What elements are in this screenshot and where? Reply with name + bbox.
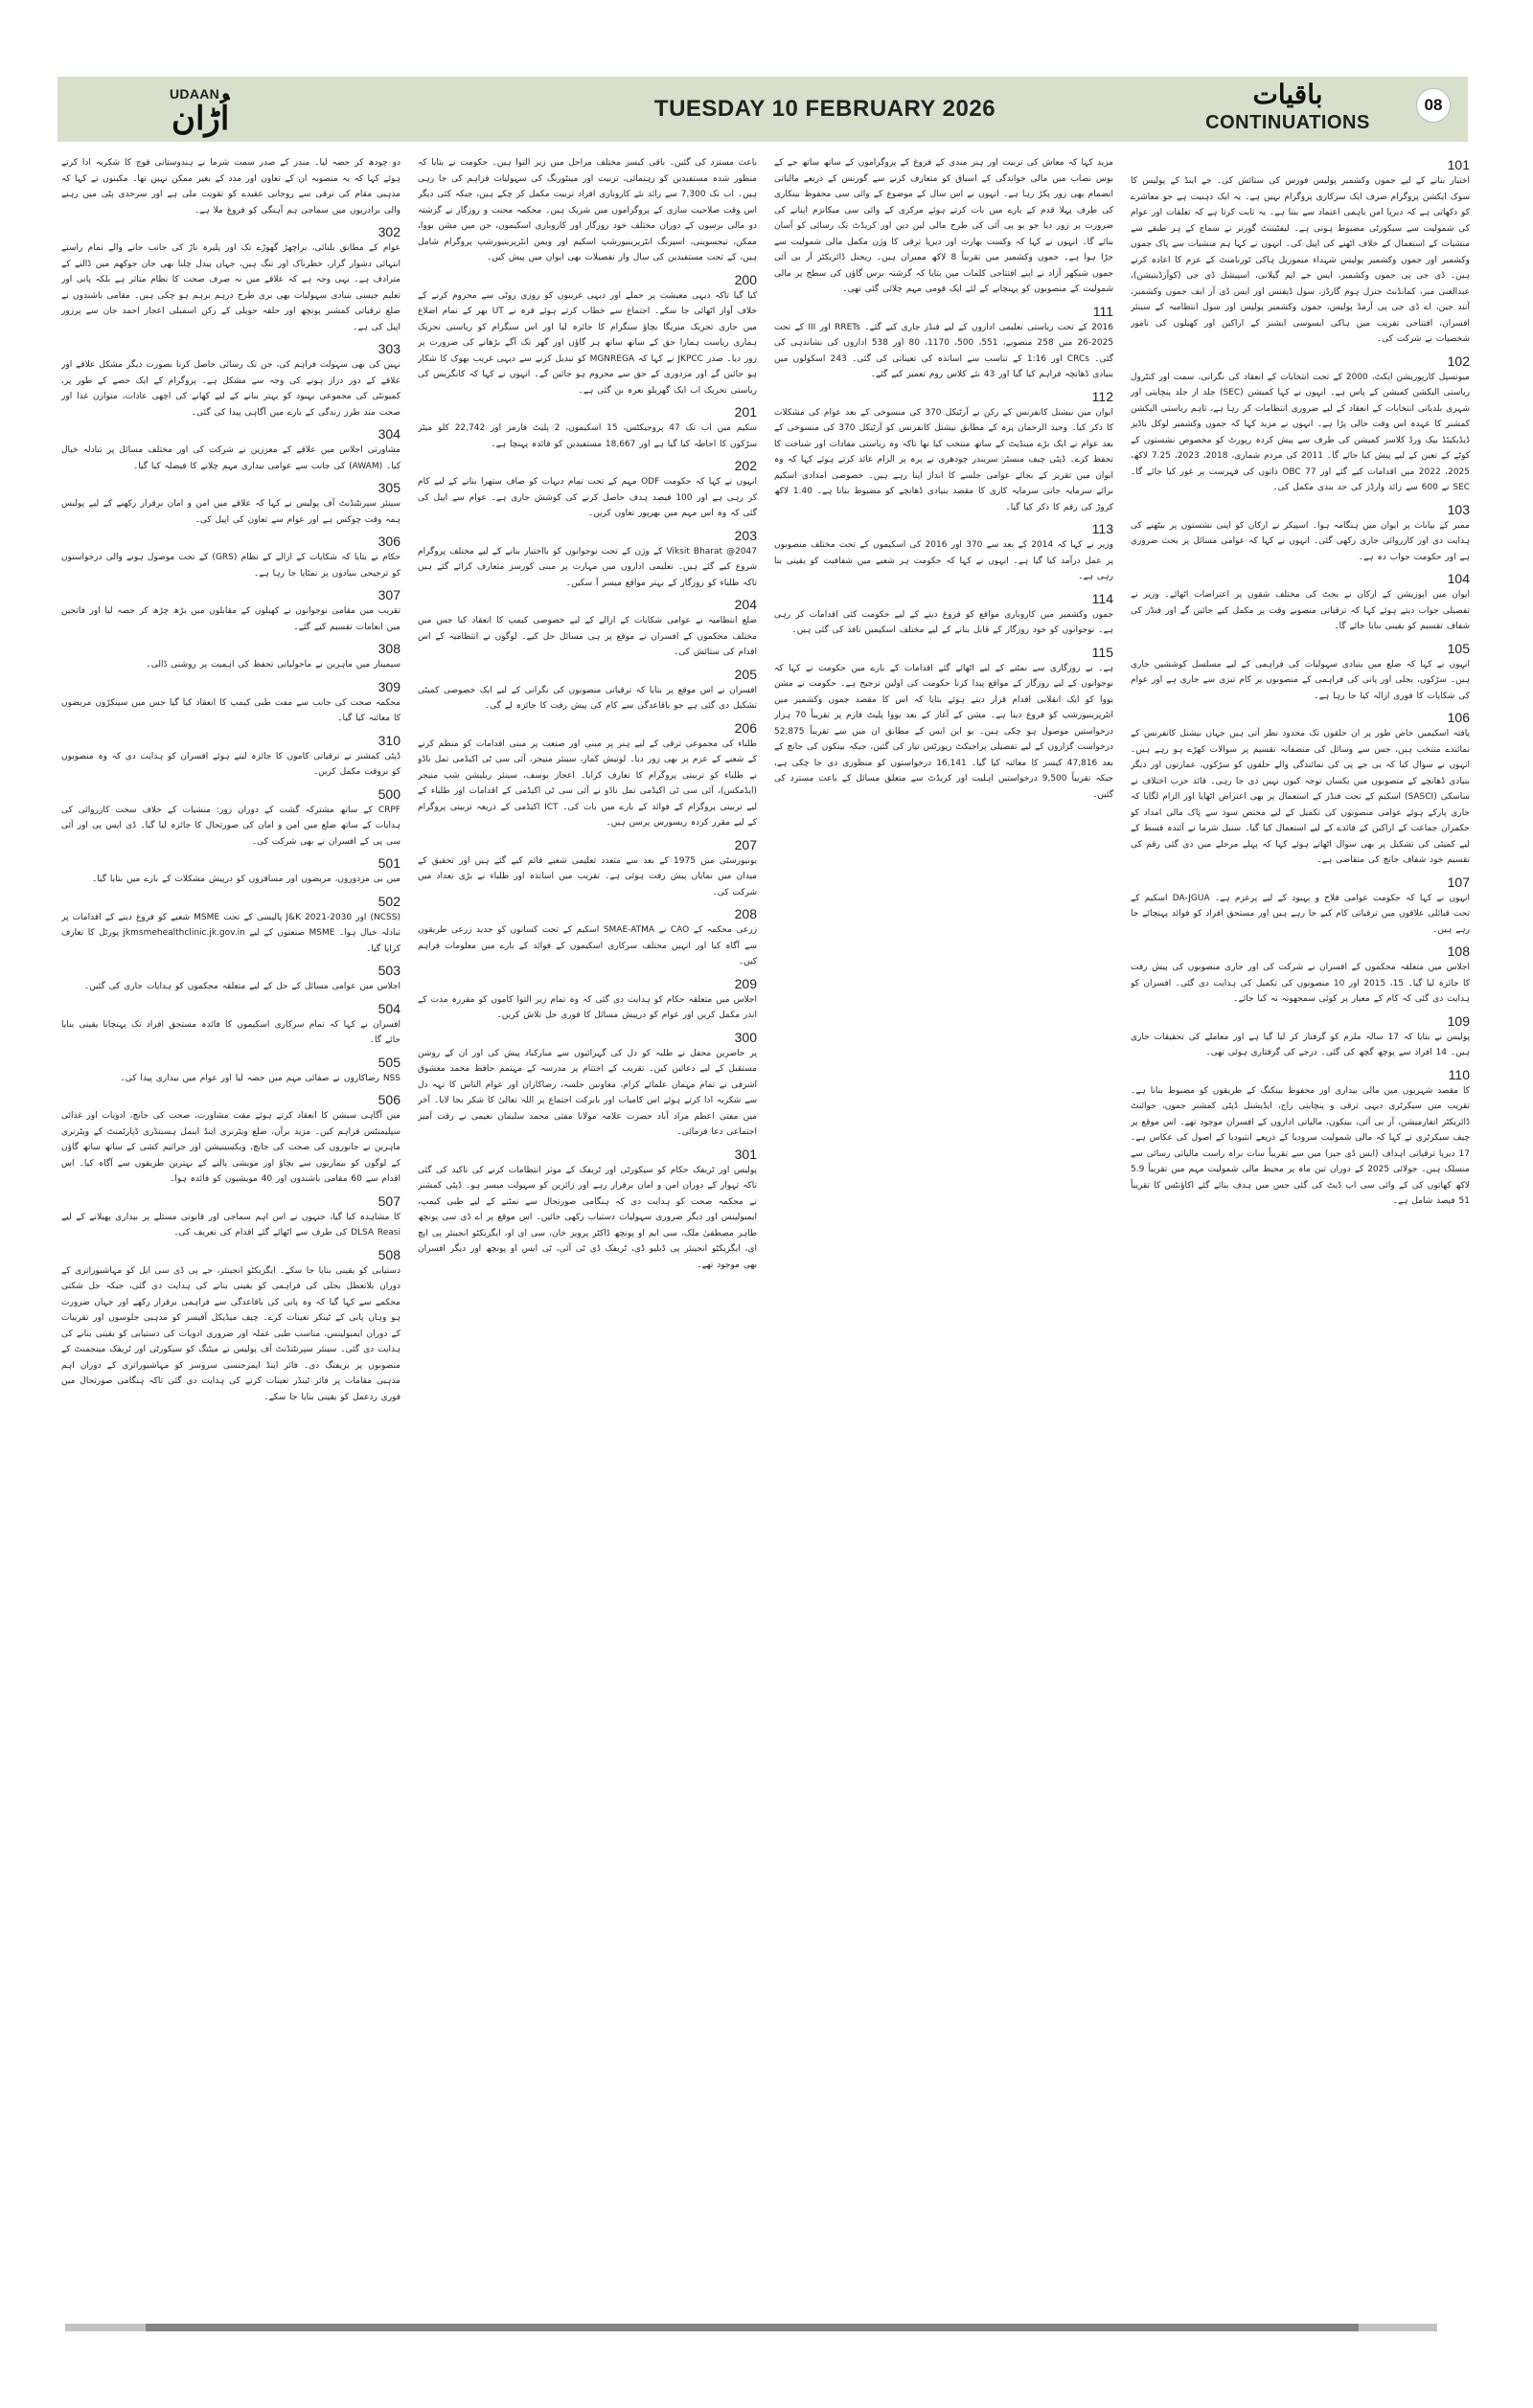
section-number: 205 xyxy=(734,666,757,682)
section-number: 305 xyxy=(378,480,400,495)
brand-name-english: UDAAN xyxy=(170,86,220,102)
footer-rule-inner xyxy=(146,2324,1359,2331)
continuation-section xyxy=(1131,875,1470,939)
section-number: 506 xyxy=(378,1092,400,1107)
continuation-section xyxy=(1131,157,1470,348)
section-body: ایوان میں اپوزیشن کے ارکان نے بجٹ کی مختلف شقوں پر اعتراضات اٹھائے۔ وزیر نے تفصیلی جواب دیتے ہوئے کہا کہ ترقیاتی منصوبے وقت پر مکمل کیے جائیں گے اور فنڈز کی شفاف تقسیم کو یقینی بنایا جائے گا۔ xyxy=(1131,590,1470,631)
section-title-urdu: باقیات xyxy=(1252,79,1323,110)
section-number: 302 xyxy=(378,224,400,239)
continuation-section xyxy=(61,587,400,635)
continuation-section xyxy=(61,679,400,727)
continuation-section xyxy=(774,591,1113,639)
section-number: 201 xyxy=(734,404,757,420)
section-title-english: CONTINUATIONS xyxy=(1205,112,1370,133)
continuation-section xyxy=(418,528,757,592)
section-body: پولیس اور ٹریفک حکام کو سیکورٹی اور ٹریفک کے موثر انتظامات کرنے کی تاکید کی گئی تاکہ تہوار کے دوران امن و امان برقرار رہے اور زائرین کو سہولت میسر ہو۔ ڈپٹی کمشنر نے محکمہ صحت کو ہدایت دی کہ ہنگامی صورتحال سے نمٹنے کے لیے طبی کیمپ، ایمبولینس اور دیگر ضروری سہولیات دستیاب رکھی جائیں۔ اس موقع پر اے ڈی سی پونچھ طاہر مصطفیٰ ملک، سی ایم او پونچھ ڈاکٹر پرویز خان، سی ای او، ایگزیکٹو انجینئر پی ایچ ای، ایگزیکٹو انجینئر پی ڈبلیو ڈی، ٹریفک ڈی ٹی آئی، ٹی ایس او پونچھ اور دیگر افسران بھی موجود تھے۔ xyxy=(418,1165,757,1270)
continuation-section xyxy=(61,1193,400,1241)
continuation-section xyxy=(1131,571,1470,635)
section-number: 505 xyxy=(378,1054,400,1070)
brand-name-urdu: اُڑان xyxy=(172,100,230,138)
page-number-badge: 08 xyxy=(1416,88,1451,123)
section-body: اجلاس میں متعلقہ حکام کو ہدایت دی گئی کہ وہ تمام زیر التوا کاموں کو مقررہ مدت کے اندر مکمل کریں اور عوام کو درپیش مسائل کا فوری حل تلاش کریں۔ xyxy=(418,994,757,1020)
section-body: ڈپٹی کمشنر نے ترقیاتی کاموں کا جائزہ لیتے ہوئے افسران کو ہدایت دی کہ وہ منصوبوں کو بروقت مکمل کریں۔ xyxy=(61,751,400,777)
section-body: ممبر کے بیانات پر ایوان میں ہنگامہ ہوا۔ اسپیکر نے ارکان کو اپنی نشستوں پر بیٹھنے کی ہدایت دی اور کارروائی جاری رکھی گئی۔ انہوں نے کہا کہ عوامی مسائل پر بحث ضروری ہے اور حکومت جواب دہ ہے۔ xyxy=(1131,520,1470,562)
continuation-section xyxy=(61,155,400,218)
continuation-section xyxy=(1131,1013,1470,1061)
continuation-section xyxy=(1131,710,1470,869)
section-number: 206 xyxy=(734,719,757,736)
section-body: ضلع انتظامیہ نے عوامی شکایات کے ازالے کے لیے خصوصی کیمپ کا انعقاد کیا جس میں مختلف محکموں کے افسران نے موقع پر ہی مسائل حل کیے۔ لوگوں نے انتظامیہ کے اس اقدام کی ستائش کی۔ xyxy=(418,616,757,657)
continuation-section xyxy=(1131,353,1470,496)
continuation-section xyxy=(774,155,1113,298)
section-number: 101 xyxy=(1447,157,1470,172)
column-1 xyxy=(1131,155,1470,2301)
continuation-section xyxy=(61,1055,400,1087)
section-body: محکمہ صحت کی جانب سے مفت طبی کیمپ کا انعقاد کیا گیا جس میں سینکڑوں مریضوں کا معائنہ کیا گیا۔ xyxy=(61,697,400,723)
section-number: 204 xyxy=(734,597,757,612)
continuation-section xyxy=(1131,502,1470,566)
continuation-section xyxy=(61,963,400,995)
continuation-section xyxy=(418,272,757,399)
section-body: سینئر سپرنٹنڈنٹ آف پولیس نے کہا کہ علاقے میں امن و امان برقرار رکھنے کے لیے پولیس ہمہ وقت چوکس ہے اور عوام سے تعاون کی اپیل کی۔ xyxy=(61,499,400,525)
section-number: 503 xyxy=(378,963,400,978)
section-number: 109 xyxy=(1447,1012,1470,1029)
section-body: مزید کہا کہ معاش کی تربیت اور ہنر مندی کے فروغ کے پروگراموں کے ساتھ ساتھ جے کے بوس نصاب میں مالی خواندگی کے اسباق کو متعارف کرنے سے گورنس کے ذریعے مالیاتی انضمام بھی زور پکڑ رہا ہے۔ انہوں نے اس سال کے موضوع کے وائی سی محفوظ بینکاری کی طرف پہلا قدم کے بارے میں بات کرتے ہوئے مرکزی کے وائی سی میکانزم اپنانے کی ضرورت پر زور دیا جو یو پی آئی کی طرح مالی لین دین اور کریڈٹ تک رسائی کو آسان بنائے گا۔ انہوں نے کہا کہ وکست بھارت اور دیرپا ترقی کا وژن مکمل مالی شمولیت سے جڑا ہوا ہے۔ جموں وکشمیر میں تقریباً 8 لاکھ ممبران ہیں۔ ریجنل ڈائریکٹر آر بی آئی جموں شیکھر آزاد نے اپنے افتتاحی کلمات میں بتایا کہ گزشتہ برس گاؤں کی سطح پر مالی شمولیت کے منصوبوں کو پہنچانے کے لئے ایک قومی مہم چلائی گئی تھی۔ xyxy=(774,158,1113,294)
section-number: 200 xyxy=(734,271,757,287)
section-number: 202 xyxy=(734,458,757,473)
section-body: ایوان میں نیشنل کانفرنس کے رکن نے آرٹیکل 370 کی منسوخی کے بعد عوام کی مشکلات کا ذکر کیا۔ وحید الرحمان پرہ کے مطابق نیشنل کانفرنس کو آرٹیکل 370 کی منسوخی کے بعد عوام نے ایک بڑے مینڈیٹ کے ساتھ منتخب کیا تھا تاکہ وہ ریاستی مفادات اور شناخت کا تحفظ کرے۔ ڈپٹی چیف منسٹر سریندر چودھری نے پرہ پر الزام عائد کرتے ہوئے کہا کہ وہ ایوان میں تقریر کے بجائے عوامی جلسے کا انداز اپنا رہے ہیں۔ خصوصی امدادی اسکیم برائے سرمایہ جاتی سرمایہ کاری کا مقصد بنیادی ڈھانچے کو مضبوط بنانا ہے۔ 1.40 لاکھ کروڑ کی رقم کا ذکر کیا گیا۔ xyxy=(774,407,1113,512)
section-number: 209 xyxy=(734,975,757,991)
continuation-section xyxy=(61,733,400,781)
section-number: 107 xyxy=(1447,874,1470,890)
section-number: 306 xyxy=(378,534,400,549)
continuation-section xyxy=(1131,1067,1470,1210)
section-number: 507 xyxy=(378,1193,400,1209)
section-number: 504 xyxy=(378,1000,400,1016)
section-number: 108 xyxy=(1447,943,1470,959)
continuation-section xyxy=(61,786,400,851)
article-columns xyxy=(61,155,1470,2301)
section-body: انہوں نے کہا کہ حکومت ODF مہم کے تحت تمام دیہات کو صاف ستھرا بنانے کے لیے کام کر رہی ہے اور 100 فیصد ہدف حاصل کرنے کی کوشش جاری ہے۔ عوام سے اپیل کی گئی کہ وہ اس مہم میں بھرپور تعاون کریں۔ xyxy=(418,477,757,518)
section-body: کا مقصد شہریوں میں مالی بیداری اور محفوظ بینکنگ کے طریقوں کو مضبوط بنانا ہے۔ تقریب میں سیکرٹری دیہی ترقی و پنچایتی راج، ایڈیشنل ڈپٹی کمشنر جموں، جوائنٹ ڈائریکٹر انفارمیشن، آر بی آئی، بینکوں، مالیاتی اداروں کے افسران موجود تھے۔ اس موقع پر چیف سیکرٹری نے کہا کہ مالی شمولیت سرودیا کے ذریعے انتیودیا کے اصول کی عکاس ہے۔ 17 دیرپا ترقیاتی اہداف (ایس ڈی جیز) میں سے تقریباً سات براہ راست مالیاتی رسائی سے منسلک ہیں۔ جولائی 2025 کے دوران تین ماہ پر محیط مالی شمولیت مہم میں تقریباً 5.9 لاکھ کھاتوں کی کے وائی سی اپ ڈیٹ کی گئی جس میں ہدف بنائے گئے اکاؤنٹس کا تقریباً 51 فیصد شامل ہے۔ xyxy=(1131,1085,1470,1206)
continuation-section xyxy=(61,480,400,528)
continuation-section xyxy=(418,976,757,1024)
section-body: افسران نے کہا کہ تمام سرکاری اسکیموں کا فائدہ مستحق افراد تک پہنچانا یقینی بنایا جائے گا۔ xyxy=(61,1019,400,1045)
section-body: یافتہ اسکیمیں خاص طور پر ان حلقوں تک محدود نظر آتی ہیں جہاں نیشنل کانفرنس کے نمائندے منتخب ہیں، جس سے وسائل کی منصفانہ تقسیم پر سوالات کھڑے ہو رہے ہیں۔ انہوں نے سوال کیا کہ بی جے پی کی نمائندگی والے حلقوں کو سڑکوں، عمارتوں اور دیگر بنیادی ڈھانچے کے منصوبوں میں یکساں توجہ کیوں نہیں دی جا رہی۔ قائد حزب اختلاف نے ساسکی (SASCI) اسکیم کے تحت فنڈز کے استعمال پر بھی اعتراض اٹھایا اور الزام لگایا کہ جاری پارکے ہوئے عوامی منصوبوں کی تکمیل کے لیے مختص سود سے پاک مالی امداد کو حکمران جماعت کے اراکین کے فائدے کے لیے استعمال کیا گیا۔ سنیل شرما نے آئندہ قسط کے لیے کمیٹی کی تشکیل پر بھی سوال اٹھاتے ہوئے کہا کہ پہلے مرحلے میں دی گئی رقم کی تقسیم خود شفاف جانچ کی متقاضی ہے۔ xyxy=(1131,729,1470,865)
section-body: سکیم میں اب تک 47 پروجیکٹس، 15 اسکیموں، 2 پلیٹ فارمز اور 22,742 کلو میٹر سڑکوں کا احاطہ کیا گیا ہے اور 18,667 مستفیدین کو فائدہ پہنچا ہے۔ xyxy=(418,423,757,449)
section-body: وزیر نے کہا کہ 2014 کے بعد سے 370 اور 2016 کی اسکیموں کے تحت مختلف منصوبوں پر عمل درآمد کیا گیا ہے۔ انہوں نے کہا کہ حکومت ہر شعبے میں شفافیت کو یقینی بنا رہی ہے۔ xyxy=(774,540,1113,581)
section-body: NSS رضاکاروں نے صفائی مہم میں حصہ لیا اور عوام میں بیداری پیدا کی۔ xyxy=(120,1073,400,1083)
section-body: عوام کے مطابق بلنائی، براچھڑ گھوڑے تک اور پلیرہ ناڑ کی جانب جانے والے تمام راستے انتہائی دشوار گزار، خطرناک اور تنگ ہیں، جہاں پیدل چلنا بھی جان جوکھم میں ڈالنے کے مترادف ہے۔ یہی وجہ ہے کہ علاقے میں نہ صرف صحت کا نظام متاثر ہے بلکہ پانی اور تعلیم جیسی بنیادی سہولیات بھی بری طرح درہم برہم ہو چکی ہیں۔ مقامی باشندوں نے ضلع ترقیاتی کمشنر پونچھ اور حلقہ حویلی کے رکن اسمبلی اعجاز احمد جان سے پرزور اپیل کی ہے۔ xyxy=(61,243,400,332)
section-body: باعث مسترد کی گئیں۔ باقی کیسز مختلف مراحل میں زیر التوا ہیں۔ حکومت نے بتایا کہ منظور شدہ مستفیدین کو رہنمائی، تربیت اور مینٹورنگ کی سہولیات فراہم کی جا رہی ہیں۔ اب تک 7,300 سے زائد نئے کاروباری افراد تربیت مکمل کر چکے ہیں، جبکہ کئی دیگر اس وقت صلاحیت سازی کے پروگراموں میں شریک ہیں۔ محکمہ محنت و روزگار نے گزشتہ دو مالی برسوں کے دوران مختلف خود روزگار اور کاروباری اسکیموں، جن میں مشن یووا، ممکن، تیجسوینی، اسپرنگ انٹرپرینیورشپ اسکیم اور ویمن انٹرپرینیورشپ پروگرام شامل ہیں، کے تحت مستفیدین کی سال وار تفصیلات بھی ایوان میں پیش کیں۔ xyxy=(418,158,757,262)
section-number: 110 xyxy=(1448,1066,1470,1082)
continuation-section xyxy=(418,404,757,452)
section-number: 301 xyxy=(734,1146,757,1162)
continuation-section xyxy=(418,837,757,901)
section-body: (NCSS) اور J&K 2021-2030 پالیسی کے تحت MSME شعبے کو فروغ دینے کے اقدامات پر تبادلہ خیال ہوا۔ MSME صنعتوں کے لیے jkmsmehealthclinic.jk.gov.in پورٹل کا تعارف کرایا گیا۔ xyxy=(61,912,400,954)
continuation-section xyxy=(418,906,757,970)
continuation-section xyxy=(418,597,757,661)
column-4 xyxy=(61,155,400,2301)
issue-date: TUESDAY 10 FEBRUARY 2026 xyxy=(653,96,996,122)
continuation-section xyxy=(61,1001,400,1049)
section-body: انہوں نے کہا کہ حکومت عوامی فلاح و بہبود کے لیے پرعزم ہے۔ DA-JGUA اسکیم کے تحت قبائلی علاقوں میں ترقیاتی کام کیے جا رہے ہیں اور مستحق افراد کو فوائد پہنچائے جا رہے ہیں۔ xyxy=(1131,893,1470,935)
section-number: 304 xyxy=(378,426,400,442)
continuation-section xyxy=(418,1147,757,1274)
continuation-section xyxy=(61,894,400,958)
section-number: 308 xyxy=(378,641,400,656)
section-number: 500 xyxy=(378,785,400,802)
section-number: 310 xyxy=(378,732,400,748)
section-number: 309 xyxy=(378,678,400,694)
column-2 xyxy=(774,155,1113,2301)
section-number: 112 xyxy=(1091,388,1113,404)
section-number: 208 xyxy=(734,906,757,921)
continuation-section xyxy=(1131,641,1470,705)
section-number: 102 xyxy=(1447,352,1470,369)
section-body: یونیورسٹی میں 1975 کے بعد سے متعدد تعلیمی شعبے قائم کیے گئے ہیں اور تحقیق کے میدان میں نمایاں پیش رفت ہوئی ہے۔ تقریب میں اساتذہ اور طلباء نے بڑی تعداد میں شرکت کی۔ xyxy=(418,855,757,897)
section-body: میونسپل کارپوریشن ایکٹ، 2000 کے تحت انتخابات کے انعقاد کی نگرانی، سمت اور کنٹرول ریاستی الیکشن کمیشن کے پاس ہے۔ انہوں نے کہا کمیشن (SEC) جلد از جلد پنچایتی اور شہری بلدیاتی انتخابات کے انعقاد کے لیے ضروری انتظامات کر رہا ہے، تاہم ریاستی الیکشن کمشنر کا عہدہ اس وقت خالی پڑا ہے۔ انہوں نے مزید کہا کہ جموں وکشمیر لوکل باڈیز ڈیڈیکیٹڈ بیک ورڈ کلاسز کمیشن کی طرف سے پیش کردہ رپورٹ کو مخصوص نشستوں کے کوٹے کے تعین کے لیے پیش کیا جائے گا۔ 2011 کی مردم شماری، 2018، 2023، 7.25 لاکھ، 2025، 2022 میں اقدامات کیے گئے اور 77 OBC ذاتوں کی فہرست پر غور کیا جائے گا۔ SEC نے 600 سے زائد وارڈز کی حد بندی مکمل کی۔ xyxy=(1131,372,1470,492)
section-body: طلباء کی مجموعی ترقی کے لیے ہنر پر مبنی اور صنعت پر مبنی اقدامات کو منظم کرنے کے شعبے کے عزم پر بھی زور دیا۔ لوتیش کمار، سینئر منیجر، آئی سی ٹی اکیڈمی تمل ناڈو نے طلباء کو تربیتی پروگرام کا تعارف کرایا۔ اعجاز یوسف، سینئر ریلیشن شپ منیجر (ایڈمکس)، آئی سی ٹی اکیڈمی تمل ناڈو نے آئی سی ٹی اکیڈمی کے اقدامات اور طلباء کے لیے تربیتی پروگرام کے فوائد کے بارے میں بات کی۔ ICT اکیڈمی کے ذریعہ تربیتی پروگرام کے لیے مقرر کردہ ریسورس پرسن ہیں۔ xyxy=(418,738,757,828)
continuation-section xyxy=(418,667,757,715)
section-number: 303 xyxy=(378,341,400,356)
continuation-section xyxy=(61,426,400,474)
section-body: دستیابی کو یقینی بنایا جا سکے۔ ایگزیکٹو انجینئر، جے پی ڈی سی ایل کو مہاشیوراتری کے دوران بلاتعطل بجلی کی فراہمی کو یقینی بنانے کی ہدایت دی گئی، جبکہ جل شکتی محکمے سے کہا گیا کہ وہ پانی کی باقاعدگی سے فراہمی برقرار رکھے اور جہاں ضرورت ہو وہاں پانی کے ٹینکر تعینات کرے۔ چیف میڈیکل آفیسر کو مذہبی جلوسوں اور تقریبات کے دوران ایمبولینس، مناسب طبی عملہ اور ضروری ادویات کی دستیابی کو یقینی بنانے کی ہدایت دی گئی۔ سینئر سپرنٹنڈنٹ آف پولیس نے میٹنگ کو سیکورٹی اور ٹریفک مینجمنٹ کے منصوبوں پر بریفنگ دی۔ فائر اینڈ ایمرجنسی سروسز کو مہاشیوراتری کے دوران اہم مذہبی مقامات پر فائر ٹینڈر تعینات کرنے کی ہدایت دی گئی تاکہ ہنگامی صورتحال میں فوری ردعمل کو یقینی بنایا جا سکے۔ xyxy=(61,1265,400,1402)
continuation-section xyxy=(774,645,1113,804)
section-number: 103 xyxy=(1447,501,1470,517)
section-body: پولیس نے بتایا کہ 17 سالہ ملزم کو گرفتار کر لیا گیا ہے اور معاملے کی تحقیقات جاری ہیں۔ 14 افراد سے پوچھ گچھ کی گئی۔ درجے کی گرفتاری ہوئی تھی۔ xyxy=(1131,1032,1470,1057)
continuation-section xyxy=(61,341,400,420)
continuation-section xyxy=(61,534,400,581)
section-body: نہیں کی بھی سہولت فراہم کی، جن تک رسائی حاصل کرنا بصورت دیگر مشکل علاقے اور علاقے کے دور دراز ہونے کی وجہ سے مشکل ہے۔ پروگرام کے ایک حصے کے طور پر، کمیونٹی کی مجموعی بہبود کو بہتر بنانے کے لیے کھانے کی اچھی عادات، متوازن غذا اور صحت مند طرز زندگی کے بارے میں آگاہی پیدا کی گئی۔ xyxy=(61,360,400,418)
section-body: کا مشاہدہ کیا گیا، جنہوں نے اس اہم سماجی اور قانونی مسئلے پر بیداری پھیلانے کے لیے DLSA Reasi کی طرف سے اٹھائے گئے اقدام کی تعریف کی۔ xyxy=(61,1212,400,1238)
section-number: 104 xyxy=(1447,571,1470,586)
section-number: 106 xyxy=(1447,710,1470,725)
section-body: اجلاس میں متعلقہ محکموں کے افسران نے شرکت کی اور جاری منصوبوں کی پیش رفت کا جائزہ لیا گیا۔ 15، 2015 اور 10 منصوبوں کی تکمیل کی ہدایت دی گئی۔ افسران کو ہدایت دی گئی کہ کام کے معیار پر کوئی سمجھوتہ نہ کیا جائے۔ xyxy=(1131,963,1470,1004)
continuation-section xyxy=(774,304,1113,383)
section-number: 115 xyxy=(1091,644,1113,660)
continuation-section xyxy=(61,855,400,888)
section-body: میں بی مزدوروں، مریضوں اور مسافروں کو درپیش مشکلات کے بارے میں بتایا گیا۔ xyxy=(92,875,400,884)
continuation-section xyxy=(418,1030,757,1141)
section-body: جموں وکشمیر میں کاروباری مواقع کو فروغ دینے کے لیے حکومت کئی اقدامات کر رہی ہے۔ نوجوانوں کو خود روزگار کے قابل بنانے کے لیے مختلف اسکیمیں نافذ کی گئی ہیں۔ xyxy=(774,609,1113,635)
continuation-section xyxy=(61,1092,400,1188)
section-number: 111 xyxy=(1092,303,1113,319)
section-body: دو چودھ کر حصہ لیا۔ مندر کے صدر سمت شرما نے ہندوستانی فوج کا شکریہ ادا کرتے ہوئے کہا کہ یہ منصوبہ ان کے تعاون اور مدد کے بغیر ممکن نہیں تھا۔ مکینوں نے کہا کہ مذہبی مقام کی ترقی سے روحانی عقیدے کو تقویت ملی ہے اور سرحدی پٹی میں رہنے والی برادریوں میں سماجی ہم آہنگی کو فروغ ملا ہے۔ xyxy=(61,158,400,216)
section-number: 501 xyxy=(378,855,400,871)
section-body: ہے۔ بے روزگاری سے نمٹنے کے لیے اٹھائے گئے اقدامات کے بارے میں حکومت نے کہا کہ نوجوانوں کے لیے روزگار کے مواقع پیدا کرنا حکومت کی اولین ترجیح ہے۔ حکومت نے مشن یووا کو ایک انقلابی اقدام قرار دیتے ہوئے بتایا کہ اس کا مقصد جموں وکشمیر میں انٹرپرینیورشپ کو فروغ دینا ہے۔ مشن کے آغاز کے بعد یووا پلیٹ فارم پر تقریباً 70 ہزار درخواستیں موصول ہو چکی ہیں۔ یو این ایس کے مطابق ان میں سے تقریباً 52,875 درخواست گزاروں کے لیے تفصیلی پراجیکٹ رپورٹس تیار کی گئیں، جبکہ بینکوں کی جانچ کے بعد 47,816 کیسز کا معائنہ کیا گیا۔ 16,141 درخواستوں کو منظوری دی جا چکی ہے، جبکہ تقریباً 9,500 درخواستیں اہلیت اور کریڈٹ سے متعلق مسائل کے باعث مسترد کی گئیں۔ xyxy=(774,663,1113,800)
continuation-section xyxy=(1131,943,1470,1008)
section-body: Viksit Bharat @2047 کے وژن کے تحت نوجوانوں کو بااختیار بنانے کے لیے مختلف پروگرام شروع کیے گئے ہیں۔ تعلیمی اداروں میں مہارت پر مبنی کورسز متعارف کرائے گئے ہیں تاکہ طلباء کو روزگار کے بہتر مواقع میسر آ سکیں۔ xyxy=(418,546,757,588)
continuation-section xyxy=(418,720,757,831)
section-number: 114 xyxy=(1091,590,1113,606)
section-number: 207 xyxy=(734,836,757,852)
section-number: 113 xyxy=(1091,521,1113,536)
continuation-section xyxy=(418,458,757,522)
section-body: پر حاضرین محفل نے طلبہ کو دل کی گہرائیوں سے مبارکباد پیش کی اور ان کے روشن مستقبل کے لیے دعائیں کیں۔ تقریب کے اختتام پر مدرسہ کے مہتمم حافظ محمد معشوق اشرفی نے تمام مہمان علمائے کرام، معاونین جلسہ، رضاکاران اور عوام الناس کا تہہ دل سے شکریہ ادا کرتے ہوئے اس کامیاب اور بابرکت اجتماع پر اللہ تعالیٰ کا شکر بجا لایا۔ آخر میں مفتی اعظم مراد آباد حضرت علامہ مولانا مفتی محمد سلیمان نعیمی نے رقت آمیز اجتماعی دعا فرمائی۔ xyxy=(418,1048,757,1137)
section-body: حکام نے بتایا کہ شکایات کے ازالے کے نظام (GRS) کے تحت موصول ہونے والی درخواستوں کو ترجیحی بنیادوں پر نمٹایا جا رہا ہے۔ xyxy=(61,553,400,579)
section-number: 203 xyxy=(734,527,757,543)
section-title xyxy=(1192,79,1384,134)
section-number: 105 xyxy=(1447,640,1470,656)
section-body: 2016 کے تحت ریاستی تعلیمی اداروں کے لیے فنڈز جاری کیے گئے۔ RRETs اور III کے تحت 2025-26 میں 258 منصوبے، 551، 500، 1170، 80 اور 538 اداروں کی نشاندہی کی گئی۔ CRCs اور 1:16 کے تناسب سے اساتذہ کی تعیناتی کی گئی۔ 243 اسکولوں میں بنیادی ڈھانچہ فراہم کیا گیا اور 43 نئے کلاس روم تعمیر کیے گئے۔ xyxy=(774,322,1113,379)
continuation-section xyxy=(61,224,400,335)
section-number: 300 xyxy=(734,1029,757,1045)
footer-rule xyxy=(65,2324,1437,2331)
section-body: مشاورتی اجلاس میں علاقے کے معززین نے شرکت کی اور مختلف مسائل پر تبادلہ خیال کیا۔ (AWAM) کی جانب سے عوامی بیداری مہم چلانے کا فیصلہ کیا گیا۔ xyxy=(61,445,400,471)
section-body: CRPF کے ساتھ مشترکہ گشت کے دوران زور: منشیات کے خلاف سخت کارروائی کی ہدایات کے ساتھ ضلع میں امن و امان کی صورتحال کا جائزہ لیا گیا۔ ڈی ایس پی اور آئی سی پی کے افسران نے بھی شرکت کی۔ xyxy=(61,805,400,847)
column-3 xyxy=(418,155,757,2301)
section-body: کیا گیا تاکہ دیہی معیشت پر حملے اور دیہی غریبوں کو روزی روٹی سے محروم کرنے کے خلاف آواز اٹھائی جا سکے۔ اجتماع سے خطاب کرتے ہوئے قرہ نے UT بھر کے تمام اضلاع میں جاری تحریک منریگا بچاؤ سنگرام کا جائزہ لیا اور اس سنگرام کو ریاستی تحریک ہماری ریاست ہمارا حق کے ساتھ ساتھ ہر گاؤں اور گھر تک آگے بڑھانے کی ضرورت پر زور دیا۔ صدر JKPCC نے کہا کہ MGNREGA کو تبدیل کرنے سے دیہی غریب بھوک کا شکار ہو جائیں گے اور مزدوری کے حق سے محروم ہو جائیں گے۔ انہوں نے کہا کہ کانگریس کی ریاستی تحریک اب ایک گھریلو نعرہ بن گئی ہے۔ xyxy=(418,290,757,396)
continuation-section xyxy=(418,155,757,266)
section-body: انہوں نے کہا کہ ضلع میں بنیادی سہولیات کی فراہمی کے لیے مسلسل کوششیں جاری ہیں۔ سڑکوں، بجلی اور پانی کی فراہمی کے منصوبوں پر کام تیزی سے جاری ہے اور عوام کی شکایات کا فوری ازالہ کیا جا رہا ہے۔ xyxy=(1131,659,1470,701)
section-number: 307 xyxy=(378,587,400,602)
section-number: 508 xyxy=(378,1246,400,1262)
continuation-section xyxy=(774,521,1113,585)
section-number: 502 xyxy=(378,893,400,909)
section-body: سیمینار میں ماہرین نے ماحولیاتی تحفظ کی اہمیت پر روشنی ڈالی۔ xyxy=(146,660,400,670)
continuation-section xyxy=(61,641,400,673)
continuation-section xyxy=(61,1247,400,1406)
masthead xyxy=(57,77,1468,142)
section-body: میں آگاہی سیشن کا انعقاد کرتے ہوئے مفت مشاورت، صحت کی جانچ، ادویات اور غذائی سپلیمنٹس فراہم کیں۔ مزید برآں، ضلع ویٹرنری اینڈ اینمل ہسبنڈری ڈپارٹمنٹ کے ویٹرنری ماہرین نے جانوروں کی صحت کی جانچ، ویکسینیشن اور جراثیم کشی کے ساتھ ساتھ گاؤں کے لوگوں کو بیماریوں سے بچاؤ اور مویشی پالنے کے بہترین طریقوں سے آگاہ کیا۔ اس اقدام سے 60 مقامی باشندوں اور 40 مویشیوں کو فائدہ ہوا۔ xyxy=(61,1111,400,1184)
section-body: اختیار بنانے کے لیے جموں وکشمیر پولیس فورس کی ستائش کی۔ جے اینڈ کے پولیس کا سوک ایکشن پروگرام صرف ایک سرکاری پروگرام نہیں ہے۔ یہ ایک ذہنیت ہے جو معاشرے کو دکھاتی ہے کہ دیرپا امن باہمی اعتماد سے بنتا ہے۔ یہ ثابت کرتا ہے کہ تعلقات اور عوام کی شمولیت سے سیکورٹی مضبوط ہوتی ہے۔ لیفٹیننٹ گورنر نے سماج کے ہر طبقے سے منشیات کے استعمال کے خلاف اٹھنے کی اپیل کی۔ انہوں نے کہا ہم منشیات سے پاک جموں وکشمیر اور جموں وکشمیر پولیس شہداء میموریل ہاکی ٹورنامنٹ کے عزم کا اعادہ کرتے ہیں۔ ڈی جی پی جموں وکشمیر، ایس جے ایم گیلانی، اسپیشل ڈی جی (کوآرڈینیشن)، عبدالغنی میر، کمانڈنٹ جنرل ہوم گارڈز، سول ڈیفنس اور ایس ڈی آر ایف جموں وکشمیر، آنند جین، اے ڈی جی پی آرمڈ پولیس، جموں وکشمیر پولیس اور سول انتظامیہ کے سینئر افسران، افتتاحی تقریب میں ہاکی ایسوسی ایشنز کے اراکین اور کھیلوں کی نامور شخصیات نے شرکت کی۔ xyxy=(1131,176,1470,344)
section-body: تقریب میں مقامی نوجوانوں نے کھیلوں کے مقابلوں میں بڑھ چڑھ کر حصہ لیا اور فاتحین میں انعامات تقسیم کیے گئے۔ xyxy=(61,606,400,632)
section-body: زرعی محکمہ کے CAO نے SMAE-ATMA اسکیم کے تحت کسانوں کو جدید زرعی طریقوں سے آگاہ کیا اور انہیں مختلف سرکاری اسکیموں کے فوائد کے بارے میں معلومات فراہم کیں۔ xyxy=(418,925,757,966)
section-body: افسران نے اس موقع پر بتایا کہ ترقیاتی منصوبوں کی نگرانی کے لیے ایک خصوصی کمیٹی تشکیل دی گئی ہے جو باقاعدگی سے کام کی پیش رفت کا جائزہ لے گی۔ xyxy=(418,685,757,711)
continuation-section xyxy=(774,389,1113,516)
section-body: اجلاس میں عوامی مسائل کے حل کے لیے متعلقہ محکموں کو ہدایات جاری کی گئیں۔ xyxy=(83,982,400,991)
